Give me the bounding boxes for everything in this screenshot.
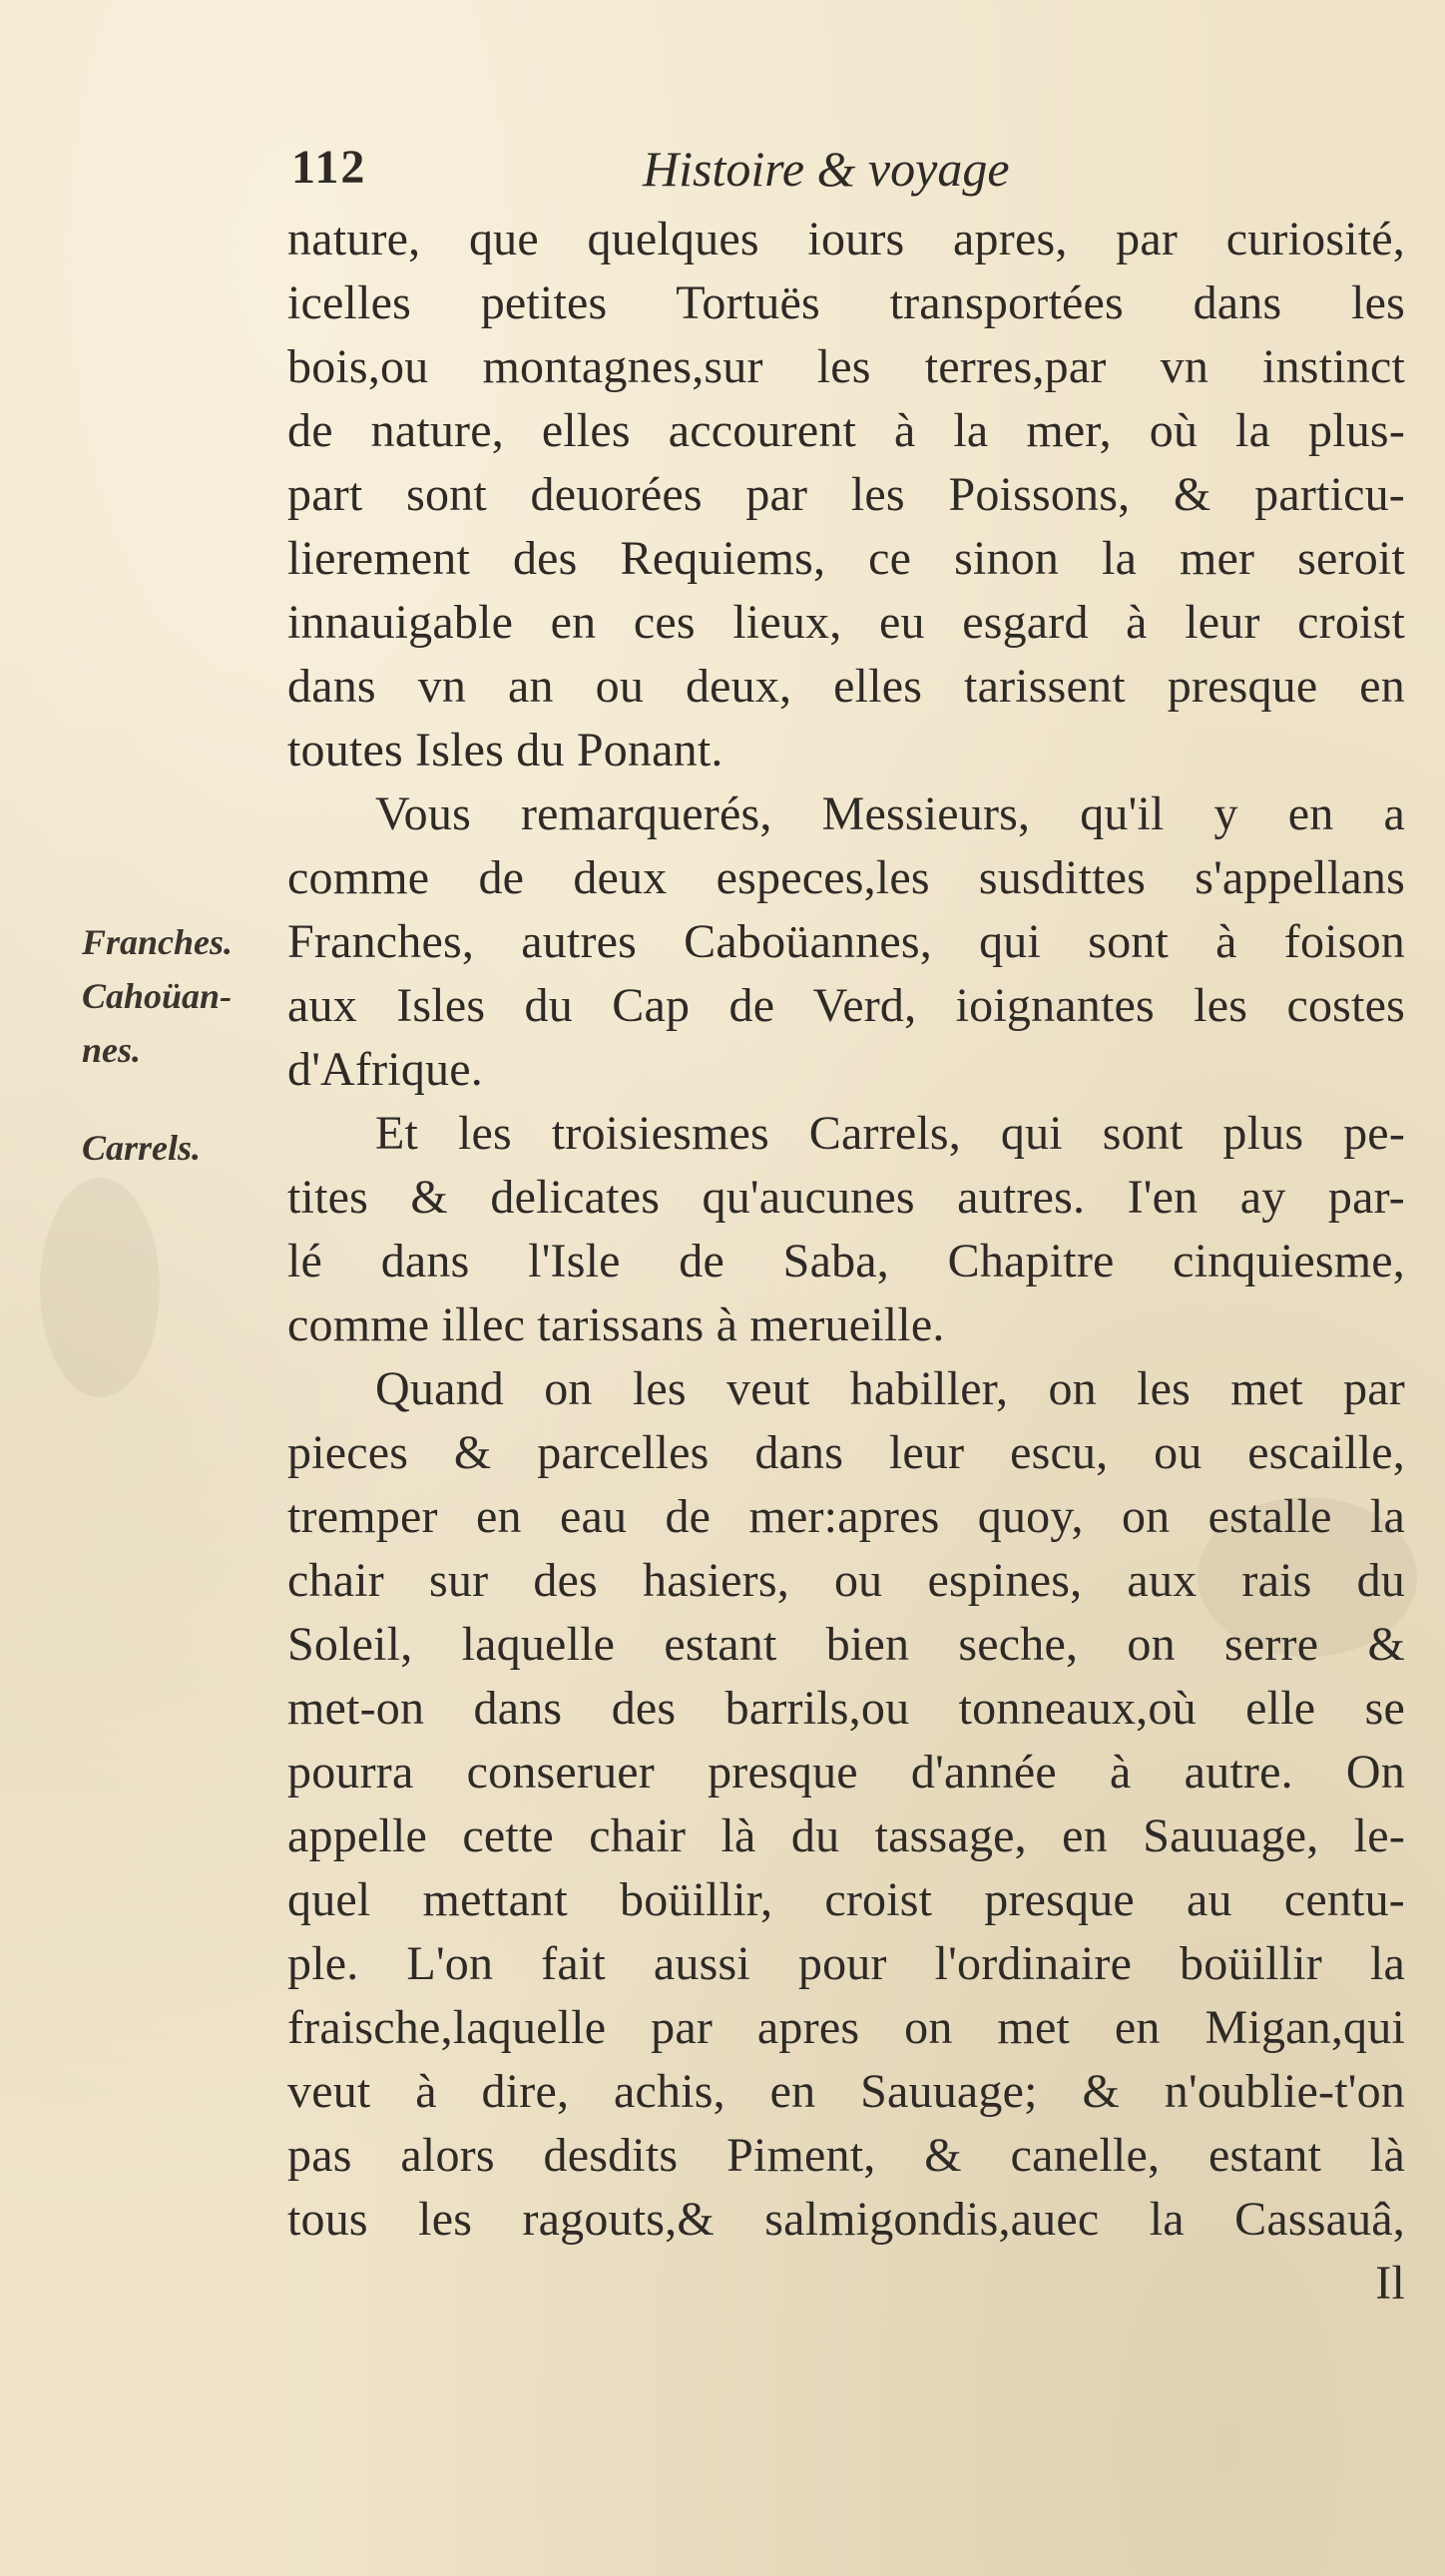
text-line: icelles petites Tortuës transportées dans les [287,276,1405,329]
text-line: met-on dans des barrils,ou tonneaux,où elle se [287,1682,1405,1735]
margin-note-franches: Franches. [82,922,234,962]
page-number: 112 [291,141,367,194]
text-line: chair sur des hasiers, ou espines, aux rais du [287,1554,1405,1607]
text-line: fraische,laquelle par apres on met en Migan,qui [287,2001,1405,2054]
text-line: tous les ragouts,& salmigondis,auec la Cassauâ, [287,2193,1405,2246]
text-line: ple. L'on fait aussi pour l'ordinaire boüillir la [287,1937,1405,1990]
running-title: Histoire & voyage [643,141,1010,197]
text-line: tremper en eau de mer:apres quoy, on estalle la [287,1490,1405,1543]
text-line: innauigable en ces lieux, eu esgard à leur croist [287,596,1405,649]
text-line: nature, que quelques iours apres, par curiosité, [287,213,1405,265]
margin-note-cahouannes-1: Cahoüan- [82,976,233,1016]
paper-stain [40,1178,160,1397]
text-line: comme de deux especes,les susdittes s'appellans [287,851,1405,904]
text-line: Franches, autres Caboüannes, qui sont à foison [287,915,1405,968]
text-line: de nature, elles accourent à la mer, où la plus- [287,404,1405,457]
margin-note-carrels: Carrels. [82,1128,202,1168]
running-head [291,140,1249,210]
text-line: quel mettant boüillir, croist presque au centu- [287,1873,1405,1926]
text-line: toutes Isles du Ponant. [287,724,723,776]
text-line: Soleil, laquelle estant bien seche, on serre & [287,1618,1405,1671]
text-line: Quand on les veut habiller, on les met par [375,1362,1405,1415]
text-line: part sont deuorées par les Poissons, & particu- [287,468,1405,521]
text-line: dans vn an ou deux, elles tarissent presque en [287,660,1405,713]
text-line: pourra conseruer presque d'année à autre. On [287,1746,1405,1799]
text-line: pas alors desdits Piment, & canelle, estant là [287,2129,1405,2182]
text-line: Vous remarquerés, Messieurs, qu'il y en a [375,787,1405,840]
text-line: pieces & parcelles dans leur escu, ou escaille, [287,1426,1405,1479]
catchword: Il [1375,2257,1405,2310]
text-line: veut à dire, achis, en Sauuage; & n'oublie-t'on [287,2065,1405,2118]
text-line: aux Isles du Cap de Verd, ioignantes les costes [287,979,1405,1032]
text-line: appelle cette chair là du tassage, en Sauuage, le- [287,1809,1405,1862]
text-line: lé dans l'Isle de Saba, Chapitre cinquiesme, [287,1235,1405,1288]
margin-note-cahouannes-2: nes. [82,1030,142,1070]
text-line: comme illec tarissans à merueille. [287,1298,945,1351]
text-line: lierement des Requiems, ce sinon la mer seroit [287,532,1405,585]
body-text [287,208,1405,2316]
text-line: bois,ou montagnes,sur les terres,par vn instinct [287,340,1405,393]
text-line: tites & delicates qu'aucunes autres. I'en ay par- [287,1171,1405,1224]
text-line: d'Afrique. [287,1043,483,1096]
text-line: Et les troisiesmes Carrels, qui sont plus pe- [375,1107,1405,1160]
